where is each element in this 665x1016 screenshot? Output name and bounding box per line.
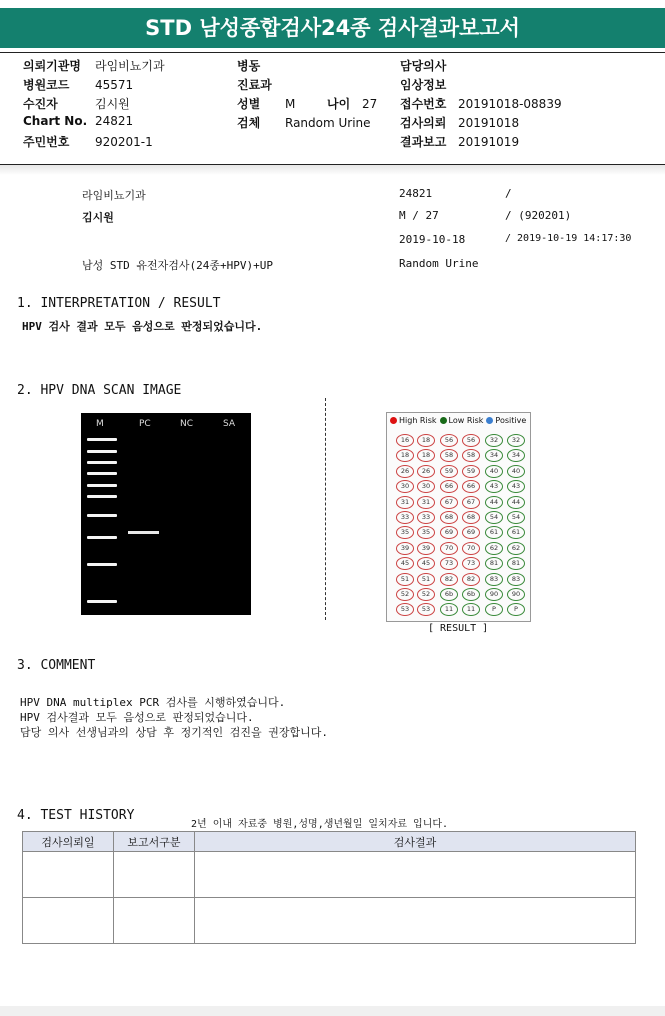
section-interpretation-title: 1. INTERPRETATION / RESULT — [17, 296, 221, 311]
gel-lane-label: M — [96, 419, 104, 429]
hpv-probe-cell: 26 — [417, 465, 435, 478]
summary-slash: / — [505, 187, 512, 200]
hpv-probe-cell: 34 — [485, 449, 503, 462]
hpv-probe-cell: 81 — [485, 557, 503, 570]
hpv-probe-cell: 52 — [396, 588, 414, 601]
header-field-label: Chart No. — [23, 114, 88, 128]
ladder-band — [87, 563, 117, 566]
hpv-probe-cell: 53 — [396, 603, 414, 616]
hpv-probe-cell: 54 — [485, 511, 503, 524]
divider-dashed — [325, 398, 326, 620]
legend-label: Positive — [495, 416, 527, 425]
summary-sex-age: M / 27 — [399, 209, 439, 222]
history-col-type: 보고서구분 — [114, 832, 195, 852]
header-field-value: Random Urine — [285, 116, 371, 130]
header-field-value: 20191018 — [458, 116, 520, 130]
ladder-band — [87, 600, 117, 603]
section-scan-title: 2. HPV DNA SCAN IMAGE — [17, 383, 182, 398]
hpv-probe-cell: 34 — [507, 449, 525, 462]
header-field — [400, 57, 458, 74]
history-cell — [195, 852, 636, 898]
header-field-label: 담당의사 — [400, 59, 447, 73]
hpv-probe-cell: 35 — [396, 526, 414, 539]
summary-chart: 24821 — [399, 187, 433, 200]
header-field-value: 45571 — [95, 78, 134, 92]
header-field-value: M — [285, 97, 296, 111]
gel-lane-label: NC — [180, 419, 194, 429]
history-col-date: 검사의뢰일 — [23, 832, 114, 852]
chip-legend — [390, 416, 529, 425]
hpv-probe-cell: 39 — [396, 542, 414, 555]
ladder-band — [87, 484, 117, 487]
header-field — [23, 76, 133, 93]
history-table — [22, 831, 636, 944]
header-field — [400, 114, 519, 131]
hpv-probe-cell: 61 — [485, 526, 503, 539]
header-field — [400, 95, 562, 112]
hpv-probe-cell: 83 — [485, 573, 503, 586]
hpv-probe-cell: P — [507, 603, 525, 616]
hpv-probe-cell: 73 — [462, 557, 480, 570]
header-field-value: 20191018-08839 — [458, 97, 562, 111]
hpv-probe-cell: 56 — [440, 434, 458, 447]
summary-received: 2019-10-18 — [399, 233, 466, 246]
hpv-probe-cell: 83 — [507, 573, 525, 586]
history-note: 2년 이내 자료중 병원,성명,생년월일 일치자료 입니다. — [191, 819, 449, 830]
history-cell — [23, 852, 114, 898]
age-field — [327, 95, 377, 112]
gel-lane-label: PC — [139, 419, 151, 429]
hpv-probe-cell: 45 — [396, 557, 414, 570]
hpv-probe-cell: 58 — [462, 449, 480, 462]
ladder-band — [87, 472, 117, 475]
hpv-probe-cell: 11 — [440, 603, 458, 616]
summary-name: 김시원 — [82, 211, 114, 224]
legend-dot-icon — [440, 417, 447, 424]
hpv-probe-cell: 18 — [417, 449, 435, 462]
ladder-band — [87, 514, 117, 517]
history-header-row — [23, 832, 636, 852]
hpv-probe-cell: 32 — [485, 434, 503, 447]
history-col-result: 검사결과 — [195, 832, 636, 852]
summary-specimen: Random Urine — [399, 257, 479, 270]
summary-reported: / 2019-10-19 14:17:30 — [505, 233, 632, 244]
history-cell — [114, 898, 195, 944]
header-field — [237, 95, 295, 112]
header-field — [23, 95, 130, 112]
interpretation-text: HPV 검사 결과 모두 음성으로 판정되었습니다. — [22, 320, 263, 333]
header-field — [23, 114, 133, 128]
hpv-probe-cell: 62 — [507, 542, 525, 555]
header-field-label: 검체 — [237, 116, 261, 130]
header-field-label: 수진자 — [23, 97, 58, 111]
hpv-probe-cell: 43 — [507, 480, 525, 493]
age-label: 나이 — [327, 97, 351, 111]
hpv-probe-cell: 11 — [462, 603, 480, 616]
gel-lane-label: SA — [223, 419, 236, 429]
hpv-probe-cell: 43 — [485, 480, 503, 493]
hpv-probe-cell: 62 — [485, 542, 503, 555]
hpv-probe-cell: 35 — [417, 526, 435, 539]
hpv-probe-cell: 66 — [440, 480, 458, 493]
hpv-probe-cell: 69 — [462, 526, 480, 539]
pc-band — [128, 531, 159, 534]
summary-hospital: 라임비뇨기과 — [82, 189, 146, 202]
hpv-probe-cell: 51 — [396, 573, 414, 586]
hpv-probe-cell: 51 — [417, 573, 435, 586]
header-field-label: 접수번호 — [400, 97, 447, 111]
history-cell — [23, 898, 114, 944]
hpv-probe-cell: 45 — [417, 557, 435, 570]
hpv-probe-cell: 81 — [507, 557, 525, 570]
section-history-title: 4. TEST HISTORY — [17, 808, 135, 823]
ladder-band — [87, 536, 117, 539]
age-value: 27 — [362, 97, 378, 111]
ladder-band — [87, 438, 117, 441]
comment-line: HPV DNA multiplex PCR 검사를 시행하였습니다. — [20, 696, 286, 709]
header-field-value: 20191019 — [458, 135, 520, 149]
hpv-probe-cell: 59 — [440, 465, 458, 478]
hpv-probe-cell: 33 — [396, 511, 414, 524]
hpv-probe-cell: 33 — [417, 511, 435, 524]
header-field — [237, 76, 285, 93]
hpv-probe-cell: 40 — [485, 465, 503, 478]
ladder-band — [87, 450, 117, 453]
hpv-probe-cell: 67 — [462, 496, 480, 509]
legend-dot-icon — [390, 417, 397, 424]
legend-label: Low Risk — [448, 416, 484, 425]
header-field — [237, 57, 285, 74]
hpv-probe-cell: 82 — [462, 573, 480, 586]
header-field — [23, 133, 153, 150]
comment-line: 담당 의사 선생님과의 상담 후 정기적인 검진을 권장합니다. — [20, 726, 329, 739]
summary-test: 남성 STD 유전자검사(24종+HPV)+UP — [82, 259, 273, 272]
hpv-probe-cell: 18 — [417, 434, 435, 447]
hpv-probe-cell: 44 — [507, 496, 525, 509]
legend-dot-icon — [486, 417, 493, 424]
report-title: STD 남성종합검사24종 검사결과보고서 — [0, 8, 665, 48]
header-field-label: 병동 — [237, 59, 261, 73]
hpv-probe-cell: 52 — [417, 588, 435, 601]
hpv-probe-cell: 6b — [462, 588, 480, 601]
hpv-probe-cell: 73 — [440, 557, 458, 570]
hpv-probe-cell: 56 — [462, 434, 480, 447]
result-caption: [ RESULT ] — [428, 623, 489, 634]
hpv-probe-cell: 39 — [417, 542, 435, 555]
hpv-probe-cell: 30 — [396, 480, 414, 493]
header-field — [23, 57, 165, 74]
hpv-probe-cell: 6b — [440, 588, 458, 601]
header-field-label: 임상정보 — [400, 78, 447, 92]
hpv-probe-cell: 31 — [417, 496, 435, 509]
hpv-probe-cell: P — [485, 603, 503, 616]
header-field-label: 검사의뢰 — [400, 116, 447, 130]
hpv-probe-cell: 44 — [485, 496, 503, 509]
hpv-probe-cell: 70 — [440, 542, 458, 555]
hpv-chip-image — [386, 412, 531, 622]
gel-electrophoresis-image — [81, 413, 251, 615]
hpv-probe-cell: 69 — [440, 526, 458, 539]
history-cell — [114, 852, 195, 898]
hpv-probe-cell: 82 — [440, 573, 458, 586]
separator-shadow — [0, 165, 665, 175]
hpv-probe-cell: 58 — [440, 449, 458, 462]
header-field-label: 성별 — [237, 97, 261, 111]
history-row — [23, 898, 636, 944]
hpv-probe-cell: 30 — [417, 480, 435, 493]
hpv-probe-cell: 26 — [396, 465, 414, 478]
history-cell — [195, 898, 636, 944]
hpv-probe-cell: 32 — [507, 434, 525, 447]
header-field-value: 김시원 — [95, 97, 130, 111]
header-top-rule — [0, 52, 665, 53]
hpv-probe-cell: 90 — [485, 588, 503, 601]
hpv-probe-cell: 68 — [462, 511, 480, 524]
header-field — [237, 114, 371, 131]
hpv-probe-cell: 70 — [462, 542, 480, 555]
hpv-probe-cell: 54 — [507, 511, 525, 524]
header-field — [400, 133, 519, 150]
hpv-probe-cell: 53 — [417, 603, 435, 616]
ladder-band — [87, 461, 117, 464]
header-field — [400, 76, 458, 93]
hpv-probe-cell: 59 — [462, 465, 480, 478]
hpv-probe-cell: 61 — [507, 526, 525, 539]
section-comment-title: 3. COMMENT — [17, 658, 96, 673]
hpv-probe-cell: 66 — [462, 480, 480, 493]
header-field-value: 라임비뇨기과 — [95, 59, 165, 73]
hpv-probe-cell: 16 — [396, 434, 414, 447]
hpv-probe-cell: 18 — [396, 449, 414, 462]
header-field-label: 진료과 — [237, 78, 272, 92]
history-row — [23, 852, 636, 898]
hpv-probe-cell: 68 — [440, 511, 458, 524]
header-field-label: 결과보고 — [400, 135, 447, 149]
hpv-probe-cell: 67 — [440, 496, 458, 509]
footer-bar — [0, 1006, 665, 1016]
hpv-probe-cell: 40 — [507, 465, 525, 478]
hpv-probe-cell: 90 — [507, 588, 525, 601]
header-field-value: 24821 — [95, 114, 134, 128]
header-field-value: 920201-1 — [95, 135, 153, 149]
header-field-label: 의뢰기관명 — [23, 59, 81, 73]
hpv-probe-cell: 31 — [396, 496, 414, 509]
header-field-label: 병원코드 — [23, 78, 70, 92]
ladder-band — [87, 495, 117, 498]
header-field-label: 주민번호 — [23, 135, 70, 149]
summary-birth: / (920201) — [505, 209, 572, 222]
comment-line: HPV 검사결과 모두 음성으로 판정되었습니다. — [20, 711, 254, 724]
legend-label: High Risk — [399, 416, 437, 425]
